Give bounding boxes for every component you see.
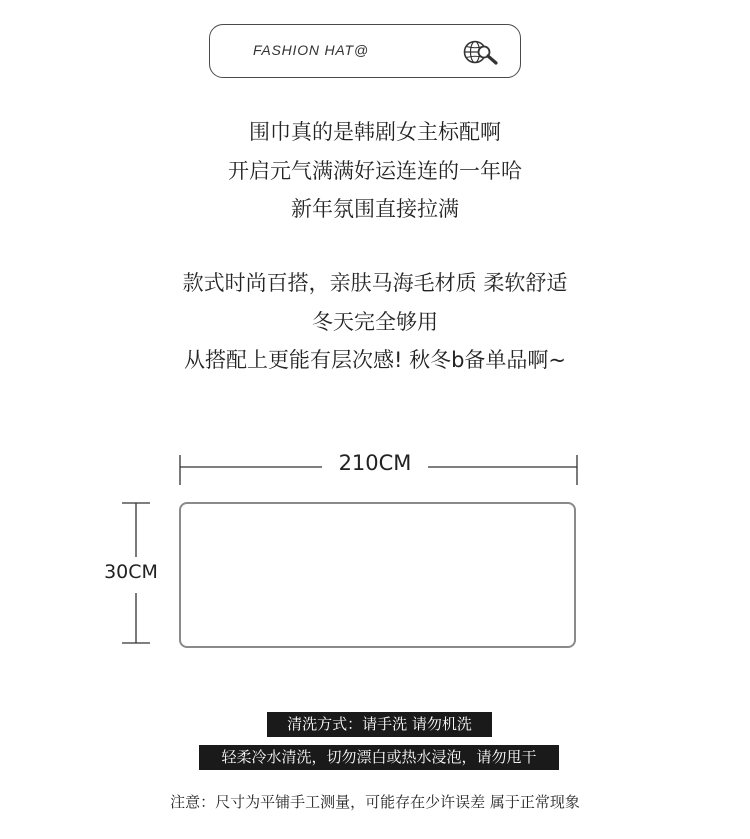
- wash-method-label: 清洗方式：请手洗 请勿机洗: [267, 712, 492, 737]
- wash-instructions-label: 轻柔冷水清洗，切勿漂白或热水浸泡，请勿甩干: [199, 745, 559, 770]
- intro-line: 围巾真的是韩剧女主标配啊: [249, 120, 501, 144]
- width-measurement: 210CM: [338, 451, 412, 475]
- feature-line: 冬天完全够用: [312, 309, 438, 334]
- feature-line: 款式时尚百搭，亲肤马海毛材质 柔软舒适: [182, 271, 568, 295]
- scarf-outline: [179, 502, 576, 648]
- feature-line: 从搭配上更能有层次感! 秋冬b备单品啊~: [183, 348, 567, 372]
- intro-line: 开启元气满满好运连连的一年哈: [228, 158, 522, 183]
- intro-line: 新年氛围直接拉满: [291, 197, 459, 221]
- brand-text: FASHION HAT@: [253, 42, 369, 58]
- measurement-note: 注意：尺寸为平铺手工测量，可能存在少许误差 属于正常现象: [170, 793, 580, 811]
- height-measurement: 30CM: [104, 561, 158, 583]
